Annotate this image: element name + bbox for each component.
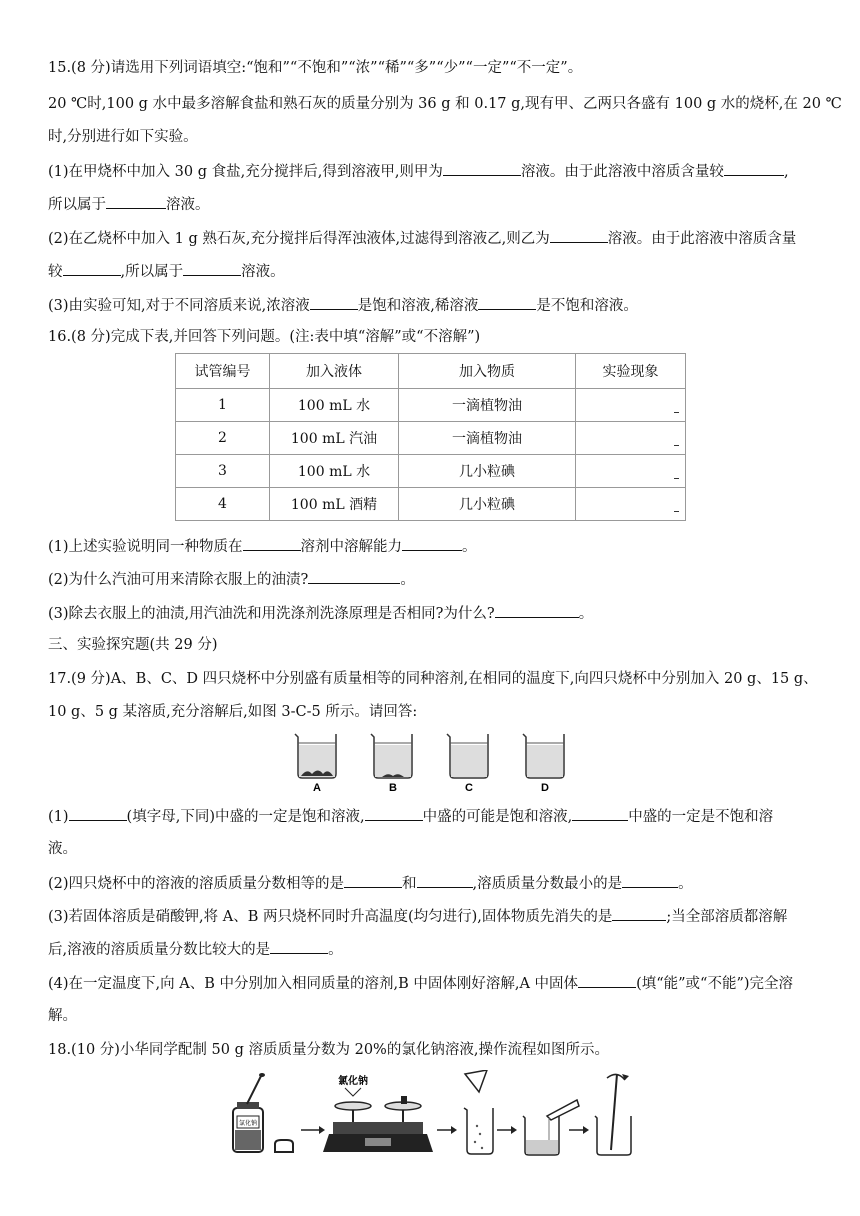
text: 是不饱和溶液。 <box>536 298 638 314</box>
blank-mark <box>674 511 679 512</box>
q17-intro-2: 10 g、5 g 某溶质,充分溶解后,如图 3-C-5 所示。请回答: <box>48 704 418 720</box>
text: 和 <box>402 876 417 892</box>
beaker-water-icon <box>523 1100 579 1155</box>
answer-cell[interactable] <box>576 422 686 455</box>
beaker-label: A <box>313 782 321 792</box>
table-header: 加入液体 <box>270 354 399 389</box>
answer-blank[interactable] <box>344 873 402 888</box>
table-cell: 一滴植物油 <box>399 389 576 422</box>
text: (填字母,下同)中盛的一定是饱和溶液, <box>126 809 365 825</box>
answer-blank[interactable] <box>443 161 521 176</box>
arrow-icon <box>301 1126 325 1134</box>
q17-part-3 <box>48 906 820 927</box>
answer-blank[interactable] <box>417 873 473 888</box>
q15-part-2 <box>48 228 820 249</box>
experiment-table <box>175 353 686 521</box>
text: 溶液。 <box>241 264 285 280</box>
text: ,溶质质量分数最小的是 <box>472 876 623 892</box>
text: (2)为什么汽油可用来清除衣服上的油渍? <box>48 572 309 588</box>
q16-title: 16.(8 分)完成下表,并回答下列问题。(注:表中填“溶解”或“不溶解”) <box>48 329 481 345</box>
table-header: 实验现象 <box>576 354 686 389</box>
text: ,所以属于 <box>120 264 184 280</box>
text: 。 <box>328 942 343 958</box>
q16-answer-3 <box>48 603 820 624</box>
text: (2)在乙烧杯中加入 1 g 熟石灰,充分搅拌后得浑浊液体,过滤得到溶液乙,则乙为 <box>48 231 550 247</box>
text: (3)除去衣服上的油渍,用汽油洗和用洗涤剂洗涤原理是否相同?为什么? <box>48 606 495 622</box>
q17-part-4-cont: 解。 <box>48 1008 77 1024</box>
text: (填“能”或“不能”)完全溶 <box>636 976 794 992</box>
text: (1)在甲烧杯中加入 30 g 食盐,充分搅拌后,得到溶液甲,则甲为 <box>48 164 443 180</box>
beaker-label: B <box>389 782 397 792</box>
answer-cell[interactable] <box>576 389 686 422</box>
table-cell: 100 mL 水 <box>270 389 399 422</box>
bottle-cap-icon <box>275 1140 293 1152</box>
text: 。 <box>400 572 415 588</box>
q17-part-1 <box>48 806 820 827</box>
q15-title: 15.(8 分)请选用下列词语填空:“饱和”“不饱和”“浓”“稀”“多”“少”“一定”“不一定”。 <box>48 60 583 76</box>
answer-blank[interactable] <box>724 161 784 176</box>
text: 中盛的可能是饱和溶液, <box>422 809 573 825</box>
text: 中盛的一定是不饱和溶 <box>628 809 774 825</box>
answer-blank[interactable] <box>478 295 536 310</box>
text: (3)由实验可知,对于不同溶质来说,浓溶液 <box>48 298 310 314</box>
table-cell: 一滴植物油 <box>399 422 576 455</box>
procedure-figure <box>225 1070 645 1160</box>
arrow-icon <box>497 1126 517 1134</box>
table-cell: 几小粒碘 <box>399 488 576 521</box>
table-row <box>176 488 686 521</box>
table-row <box>176 455 686 488</box>
text: (2)四只烧杯中的溶液的溶质质量分数相等的是 <box>48 876 345 892</box>
q17-intro-1: 17.(9 分)A、B、C、D 四只烧杯中分别盛有质量相等的同种溶剂,在相同的温度下,向四只烧杯中分别加入 20 g、15 g、 <box>48 671 818 687</box>
answer-blank[interactable] <box>550 228 608 243</box>
text: 较 <box>48 264 63 280</box>
answer-blank[interactable] <box>63 261 121 276</box>
table-cell: 2 <box>176 422 270 455</box>
q15-intro-2: 时,分别进行如下实验。 <box>48 129 198 145</box>
section-heading: 三、实验探究题(共 29 分) <box>48 637 218 653</box>
q15-part-1-cont <box>48 194 820 215</box>
answer-blank[interactable] <box>402 536 462 551</box>
q17-part-1-cont: 液。 <box>48 841 77 857</box>
blank-mark <box>674 412 679 413</box>
q15-part-3 <box>48 295 820 316</box>
arrow-icon <box>437 1126 457 1134</box>
reagent-jar-icon <box>233 1073 265 1152</box>
answer-blank[interactable] <box>622 873 678 888</box>
scale-label: 氯化钠 <box>338 1076 368 1087</box>
table-header: 试管编号 <box>176 354 270 389</box>
q16-answer-2 <box>48 569 820 590</box>
q15-intro-1: 20 ℃时,100 g 水中最多溶解食盐和熟石灰的质量分别为 36 g 和 0.17 g,现有甲、乙两只各盛有 100 g 水的烧杯,在 20 ℃ <box>48 96 842 112</box>
table-cell: 1 <box>176 389 270 422</box>
answer-cell[interactable] <box>576 455 686 488</box>
beakers-figure <box>292 730 572 792</box>
answer-blank[interactable] <box>106 194 166 209</box>
q18-intro: 18.(10 分)小华同学配制 50 g 溶质质量分数为 20%的氯化钠溶液,操作流程如图所示。 <box>48 1042 609 1058</box>
text: 。 <box>678 876 693 892</box>
text: (4)在一定温度下,向 A、B 中分别加入相同质量的溶剂,B 中固体刚好溶解,A 中固体 <box>48 976 579 992</box>
table-cell: 100 mL 酒精 <box>270 488 399 521</box>
answer-cell[interactable] <box>576 488 686 521</box>
beaker-icon <box>295 734 336 778</box>
text: , <box>783 164 789 180</box>
q17-part-4 <box>48 973 820 994</box>
q17-part-2 <box>48 873 820 894</box>
arrow-icon <box>569 1126 589 1134</box>
answer-blank[interactable] <box>578 973 636 988</box>
answer-blank[interactable] <box>270 939 328 954</box>
text: 。 <box>462 539 477 555</box>
table-cell: 3 <box>176 455 270 488</box>
text: 是饱和溶液,稀溶液 <box>357 298 479 314</box>
table-row <box>176 422 686 455</box>
answer-blank[interactable] <box>310 295 358 310</box>
text: 溶液。由于此溶液中溶质含量较 <box>520 164 724 180</box>
text: (1)上述实验说明同一种物质在 <box>48 539 243 555</box>
table-cell: 几小粒碘 <box>399 455 576 488</box>
table-cell: 4 <box>176 488 270 521</box>
text: 所以属于 <box>48 197 106 213</box>
answer-blank[interactable] <box>308 569 400 584</box>
text: 溶液。 <box>166 197 210 213</box>
answer-blank[interactable] <box>612 906 666 921</box>
beaker-icon <box>523 734 564 778</box>
beaker-stirring-icon <box>595 1074 631 1155</box>
answer-blank[interactable] <box>572 806 628 821</box>
table-header: 加入物质 <box>399 354 576 389</box>
text: 溶剂中溶解能力 <box>300 539 403 555</box>
table-cell: 100 mL 水 <box>270 455 399 488</box>
text: 后,溶液的溶质质量分数比较大的是 <box>48 942 271 958</box>
answer-blank[interactable] <box>365 806 423 821</box>
q16-answer-1 <box>48 536 820 557</box>
beaker-label: D <box>541 782 549 792</box>
balance-scale-icon <box>323 1074 433 1152</box>
q15-part-1 <box>48 161 820 182</box>
answer-blank[interactable] <box>495 603 579 618</box>
answer-blank[interactable] <box>69 806 127 821</box>
blank-mark <box>674 478 679 479</box>
table-cell: 100 mL 汽油 <box>270 422 399 455</box>
beaker-pouring-icon <box>464 1070 493 1154</box>
table-row <box>176 389 686 422</box>
answer-blank[interactable] <box>183 261 241 276</box>
text: 。 <box>578 606 594 622</box>
text: ;当全部溶质都溶解 <box>666 909 788 925</box>
beaker-label: C <box>465 782 473 792</box>
blank-mark <box>674 445 679 446</box>
jar-label: 氯化钠 <box>238 1120 258 1127</box>
table-header-row <box>176 354 686 389</box>
text: 溶液。由于此溶液中溶质含量 <box>607 231 797 247</box>
text: (3)若固体溶质是硝酸钾,将 A、B 两只烧杯同时升高温度(均匀进行),固体物质先消失的是 <box>48 909 613 925</box>
beaker-icon <box>447 734 488 778</box>
q17-part-3-cont <box>48 939 820 960</box>
beaker-icon <box>371 734 412 778</box>
q15-part-2-cont <box>48 261 820 282</box>
text: (1) <box>48 809 69 825</box>
answer-blank[interactable] <box>243 536 301 551</box>
